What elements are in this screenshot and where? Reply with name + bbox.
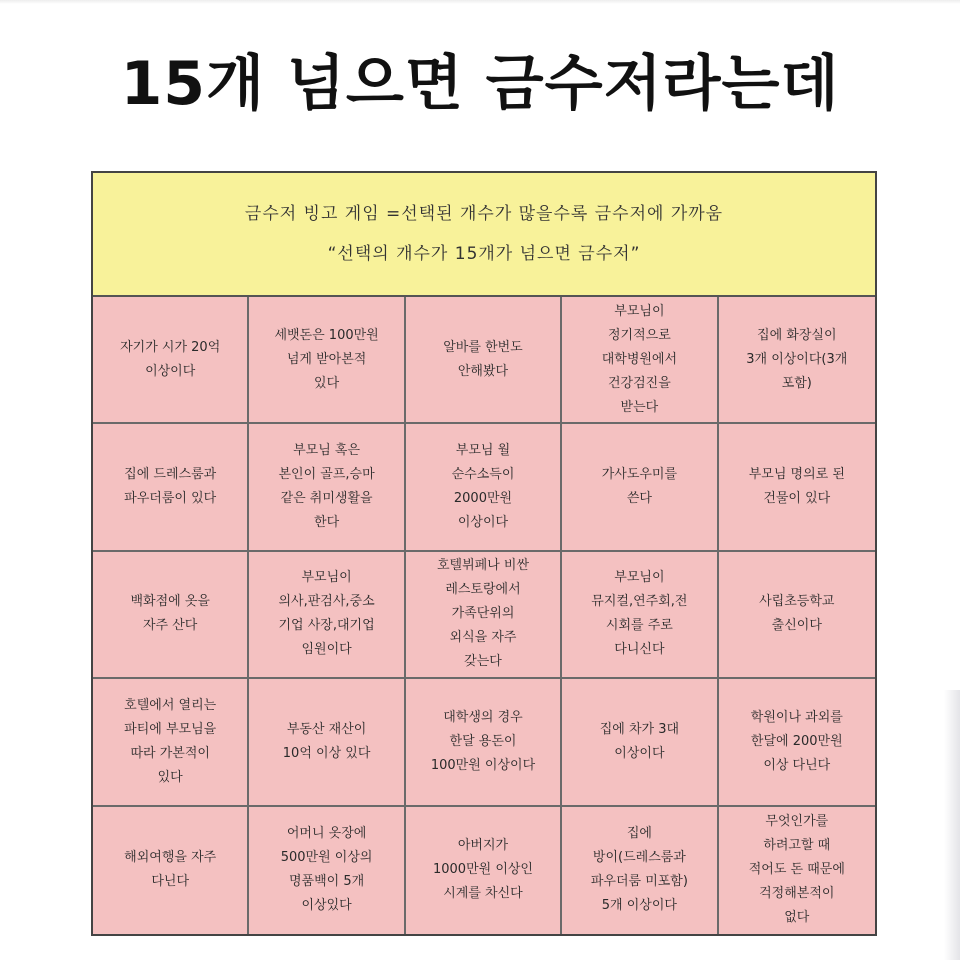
bingo-cell: 가사도우미를 쓴다: [562, 424, 718, 551]
bingo-board: [91, 171, 877, 936]
bingo-cell: 무엇인가를 하려고할 때 적어도 돈 때문에 걱정해본적이 없다: [719, 807, 875, 934]
bingo-cell: 부모님이 정기적으로 대학병원에서 건강검진을 받는다: [562, 297, 718, 424]
bingo-cell: 호텔뷔페나 비싼 레스토랑에서 가족단위의 외식을 자주 갖는다: [406, 552, 562, 679]
bingo-cell: 부모님이 의사,판검사,중소 기업 사장,대기업 임원이다: [249, 552, 405, 679]
bingo-cell: 대학생의 경우 한달 용돈이 100만원 이상이다: [406, 679, 562, 806]
page-edge-shadow: [944, 690, 960, 960]
header-rule-line: 금수저 빙고 게임 =선택된 개수가 많을수록 금수저에 가까움: [244, 204, 724, 224]
top-edge-shadow: [0, 0, 960, 4]
bingo-cell: 학원이나 과외를 한달에 200만원 이상 다닌다: [719, 679, 875, 806]
bingo-cell: 집에 방이(드레스룸과 파우더룸 미포함) 5개 이상이다: [562, 807, 718, 934]
bingo-header: [93, 173, 875, 297]
bingo-cell: 어머니 옷장에 500만원 이상의 명품백이 5개 이상있다: [249, 807, 405, 934]
bingo-cell: 아버지가 1000만원 이상인 시계를 차신다: [406, 807, 562, 934]
bingo-cell: 사립초등학교 출신이다: [719, 552, 875, 679]
bingo-cell: 백화점에 옷을 자주 산다: [93, 552, 249, 679]
bingo-cell: 부모님이 뮤지컬,연주회,전 시회를 주로 다니신다: [562, 552, 718, 679]
page-title: 15개 넘으면 금수저라는데: [120, 49, 840, 119]
bingo-cell: 부모님 혹은 본인이 골프,승마 같은 취미생활을 한다: [249, 424, 405, 551]
bingo-cell: 해외여행을 자주 다닌다: [93, 807, 249, 934]
bingo-cell: 부동산 재산이 10억 이상 있다: [249, 679, 405, 806]
bingo-cell: 부모님 월 순수소득이 2000만원 이상이다: [406, 424, 562, 551]
bingo-cell: 호텔에서 열리는 파티에 부모님을 따라 가본적이 있다: [93, 679, 249, 806]
bingo-cell: 세뱃돈은 100만원 넘게 받아본적 있다: [249, 297, 405, 424]
bingo-grid: [93, 297, 875, 934]
bingo-cell: 집에 드레스룸과 파우더룸이 있다: [93, 424, 249, 551]
bingo-cell: 집에 화장실이 3개 이상이다(3개 포함): [719, 297, 875, 424]
bingo-cell: 부모님 명의로 된 건물이 있다: [719, 424, 875, 551]
bingo-cell: 알바를 한번도 안해봤다: [406, 297, 562, 424]
header-quote-line: “선택의 개수가 15개가 넘으면 금수저”: [327, 244, 641, 264]
bingo-cell: 자기가 시가 20억 이상이다: [93, 297, 249, 424]
bingo-cell: 집에 차가 3대 이상이다: [562, 679, 718, 806]
